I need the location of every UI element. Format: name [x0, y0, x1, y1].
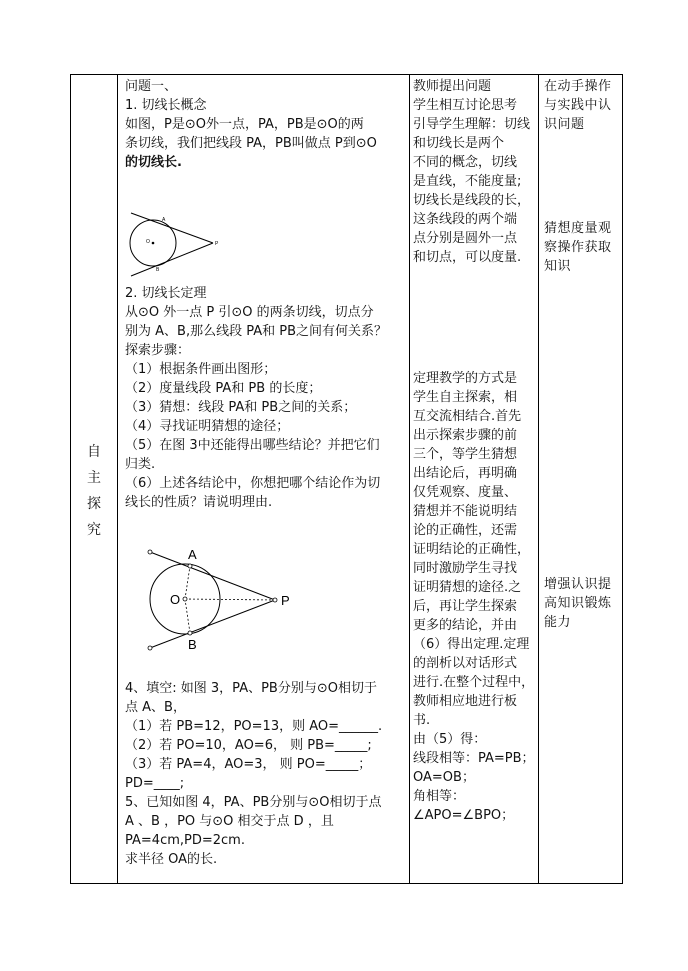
teacher-line: OA=OB；	[413, 770, 475, 785]
fig3-label-a: A	[188, 547, 197, 562]
content-line: （1）根据条件画出图形；	[125, 362, 277, 377]
teacher-line: 和切线长是两个	[413, 136, 505, 151]
teacher-line: 点分别是圆外一点	[413, 231, 518, 246]
teacher-line: 引导学生理解：切线	[413, 117, 531, 132]
content-line: 别为 A、B,那么线段 PA和 PB之间有何关系？	[125, 324, 387, 339]
teacher-line: 互交流相结合.首先	[413, 409, 522, 424]
teacher-line: 不同的概念，切线	[413, 155, 518, 170]
content-line: （6）上述各结论中，你想把哪个结论作为切	[125, 476, 381, 491]
content-line: PA=4cm,PD=2cm.	[125, 833, 245, 848]
teacher-line: 论的正确性，还需	[413, 523, 518, 538]
content-line: 2. 切线长定理	[125, 286, 207, 301]
content-line: 归类.	[125, 457, 156, 472]
content-line: 探索步骤：	[125, 343, 191, 358]
teacher-line: 出结论后，再明确	[413, 466, 518, 481]
content-line: （2）度量线段 PA和 PB 的长度；	[125, 381, 322, 396]
content-line: （4）寻找证明猜想的途径；	[125, 419, 290, 434]
content-line: 求半径 OA的长.	[125, 852, 218, 867]
content-line: （1）若 PB=12，PO=13，则 AO=______.	[125, 719, 383, 734]
column-divider	[117, 75, 118, 883]
intent-column	[544, 575, 622, 632]
teacher-line: 教师提出问题	[413, 79, 492, 94]
teacher-line: （6）得出定理.定理	[413, 637, 530, 652]
intent-line: 与实践中认	[544, 98, 612, 113]
teacher-line: 出示探索步骤的前	[413, 428, 518, 443]
fig1-label-p: P	[215, 241, 219, 247]
intent-line: 在动手操作	[544, 79, 612, 94]
intent-line: 能力	[544, 615, 572, 630]
content-line: 4、填空: 如图 3，PA、PB分别与⊙O相切于	[125, 681, 377, 696]
intent-line: 察操作获取	[544, 240, 612, 255]
teacher-line: 线段相等：PA=PB；	[413, 751, 535, 766]
lesson-table	[70, 74, 623, 884]
teacher-line: 切线长是线段的长，	[413, 193, 531, 208]
teacher-line: 学生自主探索，相	[413, 390, 518, 405]
content-line: 问题一、	[125, 79, 178, 94]
teacher-line: 的剖析以对话形式	[413, 656, 518, 671]
content-line: （2）若 PO=10，AO=6， 则 PB=_____;	[125, 738, 372, 753]
fig3-label-b: B	[188, 637, 197, 652]
tangent-figure-large	[145, 545, 305, 657]
teacher-line: 猜想并不能说明结	[413, 504, 518, 519]
teacher-column	[413, 369, 537, 825]
section-label	[84, 439, 104, 543]
section-label-char: 主	[87, 470, 101, 486]
fig1-label-a: A	[162, 217, 166, 223]
teacher-line: 更多的结论，并由	[413, 618, 518, 633]
intent-line: 增强认识提	[544, 577, 612, 592]
teacher-line: 是直线，不能度量;	[413, 174, 522, 189]
teacher-line: 角相等：	[413, 789, 466, 804]
content-line: 条切线，我们把线段 PA，PB叫做点 P到⊙O	[125, 136, 377, 151]
intent-column	[544, 219, 622, 276]
column-divider	[409, 75, 410, 883]
content-line: PD=____;	[125, 776, 185, 791]
fig3-label-p: P	[281, 593, 290, 608]
teacher-line: 同时激励学生寻找	[413, 561, 518, 576]
content-column	[125, 284, 407, 512]
teacher-line: 三个，等学生猜想	[413, 447, 518, 462]
intent-line: 高知识锻炼	[544, 596, 612, 611]
content-line: 1. 切线长概念	[125, 98, 207, 113]
section-label-char: 究	[87, 522, 101, 538]
teacher-line: 书.	[413, 713, 431, 728]
content-line: A 、B ，PO 与⊙O 相交于点 D ，且	[125, 814, 334, 829]
content-line: 5、已知如图 4，PA、PB分别与⊙O相切于点	[125, 795, 382, 810]
section-label-char: 探	[87, 496, 101, 512]
teacher-line: ∠APO=∠BPO；	[413, 808, 515, 823]
teacher-line: 这条线段的两个端	[413, 212, 518, 227]
content-line: 从⊙O 外一点 P 引⊙O 的两条切线，切点分	[125, 305, 374, 320]
teacher-line: 仅凭观察、度量、	[413, 485, 518, 500]
content-column	[125, 77, 407, 172]
intent-line: 识问题	[544, 117, 585, 132]
teacher-line: 进行.在整个过程中，	[413, 675, 535, 690]
teacher-line: 证明猜想的途径.之	[413, 580, 522, 595]
fig1-label-b: B	[156, 267, 160, 273]
content-line: 的切线长.	[125, 155, 182, 170]
content-line: 线长的性质？请说明理由.	[125, 495, 273, 510]
content-line: （5）在图 3中还能得出哪些结论？并把它们	[125, 438, 380, 453]
teacher-line: 学生相互讨论思考	[413, 98, 518, 113]
content-column	[125, 679, 407, 869]
teacher-line: 和切点，可以度量.	[413, 250, 522, 265]
section-label-char: 自	[87, 444, 101, 460]
fig3-label-o: O	[170, 592, 181, 607]
fig1-label-o: O	[146, 239, 150, 245]
teacher-line: 定理教学的方式是	[413, 371, 518, 386]
teacher-line: 教师相应地进行板	[413, 694, 518, 709]
intent-line: 知识	[544, 259, 572, 274]
teacher-column	[413, 77, 537, 267]
intent-column	[544, 77, 622, 134]
teacher-line: 证明结论的正确性，	[413, 542, 531, 557]
column-divider	[538, 75, 539, 883]
tangent-figure-small	[127, 209, 223, 281]
content-line: （3）若 PA=4，AO=3， 则 PO=_____；	[125, 757, 372, 772]
teacher-line: 后，再让学生探索	[413, 599, 518, 614]
teacher-line: 由（5）得：	[413, 732, 487, 747]
intent-line: 猜想度量观	[544, 221, 612, 236]
content-line: （3）猜想：线段 PA和 PB之间的关系；	[125, 400, 357, 415]
content-line: 点 A、B，	[125, 700, 186, 715]
content-line: 如图，P是⊙O外一点，PA，PB是⊙O的两	[125, 117, 364, 132]
